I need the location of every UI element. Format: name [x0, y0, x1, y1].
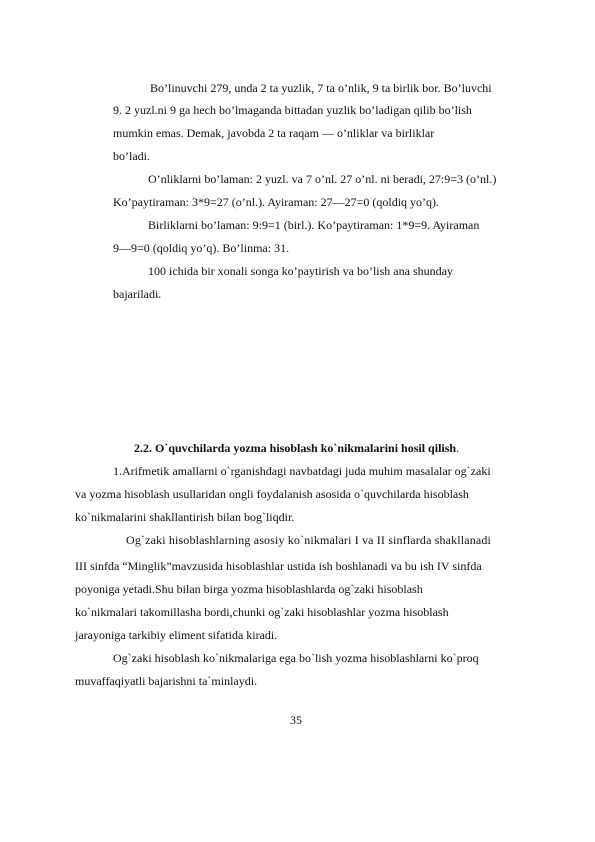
- text-line: 1.Arifmetik amallarni o`rganishdagi navbatdagi juda muhim masalalar og`zaki: [113, 464, 491, 478]
- text-line: O’nliklarni bo’laman: 2 yuzl. va 7 o’nl. 27 o’nl. ni beradi, 27:9=3 (o’nl.): [148, 172, 497, 186]
- text-line: Ko’paytiraman: 3*9=27 (o’nl.). Ayiraman: 27—27=0 (qoldiq yo’q).: [113, 195, 440, 209]
- text-line: Birliklarni bo’laman: 9:9=1 (birl.). Ko’paytiraman: 1*9=9. Ayiraman: [148, 218, 480, 232]
- text-line: bo’ladi.: [113, 149, 150, 163]
- text-line: poyoniga yetadi.Shu bilan birga yozma hisoblashlarda og`zaki hisoblash: [75, 582, 423, 596]
- text-line: bajariladi.: [113, 287, 162, 301]
- text-line: 9—9=0 (qoldiq yo’q). Bo’linma: 31.: [113, 241, 290, 255]
- text-line: ko`nikmalarini shakllantirish bilan bog`liqdir.: [75, 510, 295, 524]
- section-title-period: .: [456, 441, 460, 455]
- text-line: Og`zaki hisoblash ko`nikmalariga ega bo`lish yozma hisoblashlarni ko`proq: [113, 651, 479, 665]
- text-line: muvaffaqiyatli bajarishni ta`minlaydi.: [75, 674, 258, 688]
- section-title: 2.2. O`quvchilarda yozma hisoblash ko`nikmalarini hosil qilish: [134, 441, 457, 455]
- section-heading: [134, 441, 459, 455]
- text-line: jarayoniga tarkibiy eliment sifatida kiradi.: [75, 628, 278, 642]
- text-line: va yozma hisoblash usullaridan ongli foydalanish asosida o`quvchilarda hisoblash: [75, 487, 469, 501]
- text-line: 100 ichida bir xonali songa ko’paytirish va bo’lish ana shunday: [148, 264, 453, 278]
- text-line: mumkin emas. Demak, javobda 2 ta raqam — o’nliklar va birliklar: [113, 126, 435, 140]
- text-line: Og`zaki hisoblashlarning asosiy ko`nikmalari I va II sinflarda shakllanadi: [126, 533, 491, 547]
- text-line: III sinfda “Minglik”mavzusida hisoblashlar ustida ish boshlanadi va bu ish IV sinfda: [75, 559, 482, 573]
- text-line: 9. 2 yuzl.ni 9 ga hech bo’lmaganda bittadan yuzlik bo’ladigan qilib bo’lish: [113, 103, 472, 117]
- text-line: ko`nikmalari takomillashа bordi,chunki og`zaki hisoblashlar yozma hisoblash: [75, 605, 449, 619]
- page-number: 35: [290, 713, 302, 727]
- text-line: Bo’linuvchi 279, unda 2 ta yuzlik, 7 ta o’nlik, 9 ta birlik bor. Bo’luvchi: [150, 81, 492, 95]
